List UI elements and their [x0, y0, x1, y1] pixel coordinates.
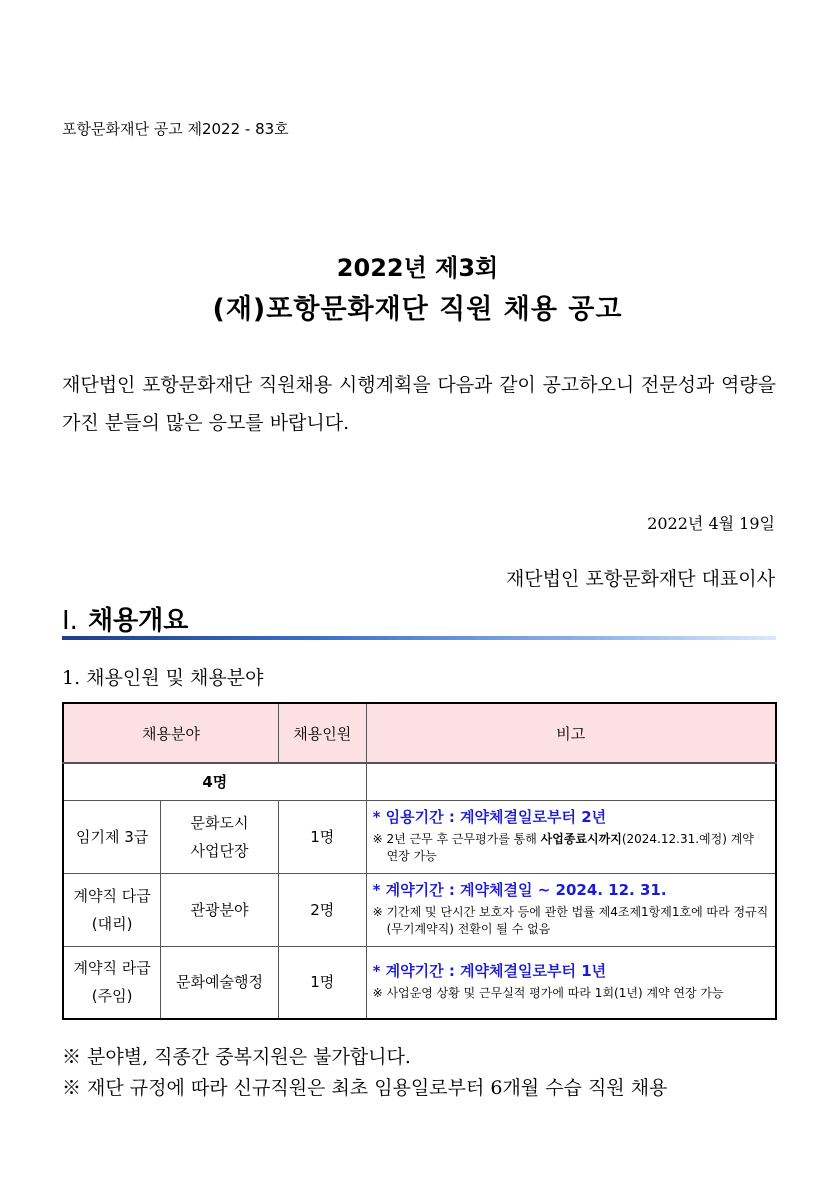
row-note-main: * 계약기간 : 계약체결일로부터 1년: [372, 961, 607, 980]
title-year-line: 2022년 제3회: [336, 254, 499, 282]
section-numeral: Ⅰ.: [62, 606, 78, 636]
table-row: [63, 873, 776, 946]
table-row: [63, 800, 776, 873]
header-count: 채용인원: [278, 703, 366, 763]
row-grade: [63, 946, 161, 1019]
footnote: ※ 분야별, 직종간 중복지원은 불가합니다.: [62, 1046, 411, 1068]
row-grade-line: 계약직 다급: [73, 886, 151, 905]
section-heading: [62, 600, 188, 637]
total-note-empty: [366, 763, 776, 800]
row-count: 1명: [278, 946, 366, 1019]
row-note: [366, 946, 776, 1019]
row-note-main: * 계약기간 : 계약체결일 ~ 2024. 12. 31.: [372, 880, 667, 899]
table-header-row: [63, 703, 776, 763]
page-title: (재)포항문화재단 직원 채용 공고: [212, 294, 623, 325]
row-grade-line: (대리): [91, 914, 133, 933]
notice-number: 포항문화재단 공고 제2022 - 83호: [62, 120, 289, 138]
recruitment-table: [62, 702, 777, 1020]
row-note: [366, 800, 776, 873]
row-note-sub: ※ 사업운영 상황 및 근무실적 평가에 따라 1회(1년) 계약 연장 가능: [372, 985, 724, 1000]
subsection-heading: 1. 채용인원 및 채용분야: [62, 667, 264, 689]
row-dept: 관광분야: [161, 873, 279, 946]
announcement-date: 2022년 4월 19일: [647, 514, 775, 533]
row-note-sub: ※ 기간제 및 단시간 보호자 등에 관한 법률 제4조제1항제1호에 따라 정규직(무기계약직) 전환이 될 수 없음: [372, 904, 769, 936]
row-note-main: * 임용기간 : 계약체결일로부터 2년: [372, 807, 607, 826]
row-dept-line: 문화도시: [190, 813, 249, 832]
row-count: 2명: [278, 873, 366, 946]
header-note: 비고: [366, 703, 776, 763]
row-note: [366, 873, 776, 946]
total-count: 4명: [63, 763, 366, 800]
row-grade-line: 계약직 라급: [73, 959, 151, 978]
signer: 재단법인 포항문화재단 대표이사: [505, 568, 775, 590]
row-dept: [161, 800, 279, 873]
table-total-row: [63, 763, 776, 800]
row-note-sub: ※ 2년 근무 후 근무평가를 통해 사업종료시까지(2024.12.31.예정) 계약 연장 가능: [372, 831, 754, 863]
intro-paragraph: 재단법인 포항문화재단 직원채용 시행계획을 다음과 같이 공고하오니 전문성과 역량을 가진 분들의 많은 응모를 바랍니다.: [62, 374, 776, 434]
footnote: ※ 재단 규정에 따라 신규직원은 최초 임용일로부터 6개월 수습 직원 채용: [62, 1077, 668, 1099]
row-grade: 임기제 3급: [63, 800, 161, 873]
row-count: 1명: [278, 800, 366, 873]
row-dept: 문화예술행정: [161, 946, 279, 1019]
header-field: 채용분야: [63, 703, 278, 763]
row-dept-line: 사업단장: [190, 841, 249, 860]
section-title-text: 채용개요: [87, 606, 189, 636]
table-row: [63, 946, 776, 1019]
row-grade: [63, 873, 161, 946]
section-divider: [62, 636, 776, 640]
row-grade-line: (주임): [91, 987, 133, 1006]
